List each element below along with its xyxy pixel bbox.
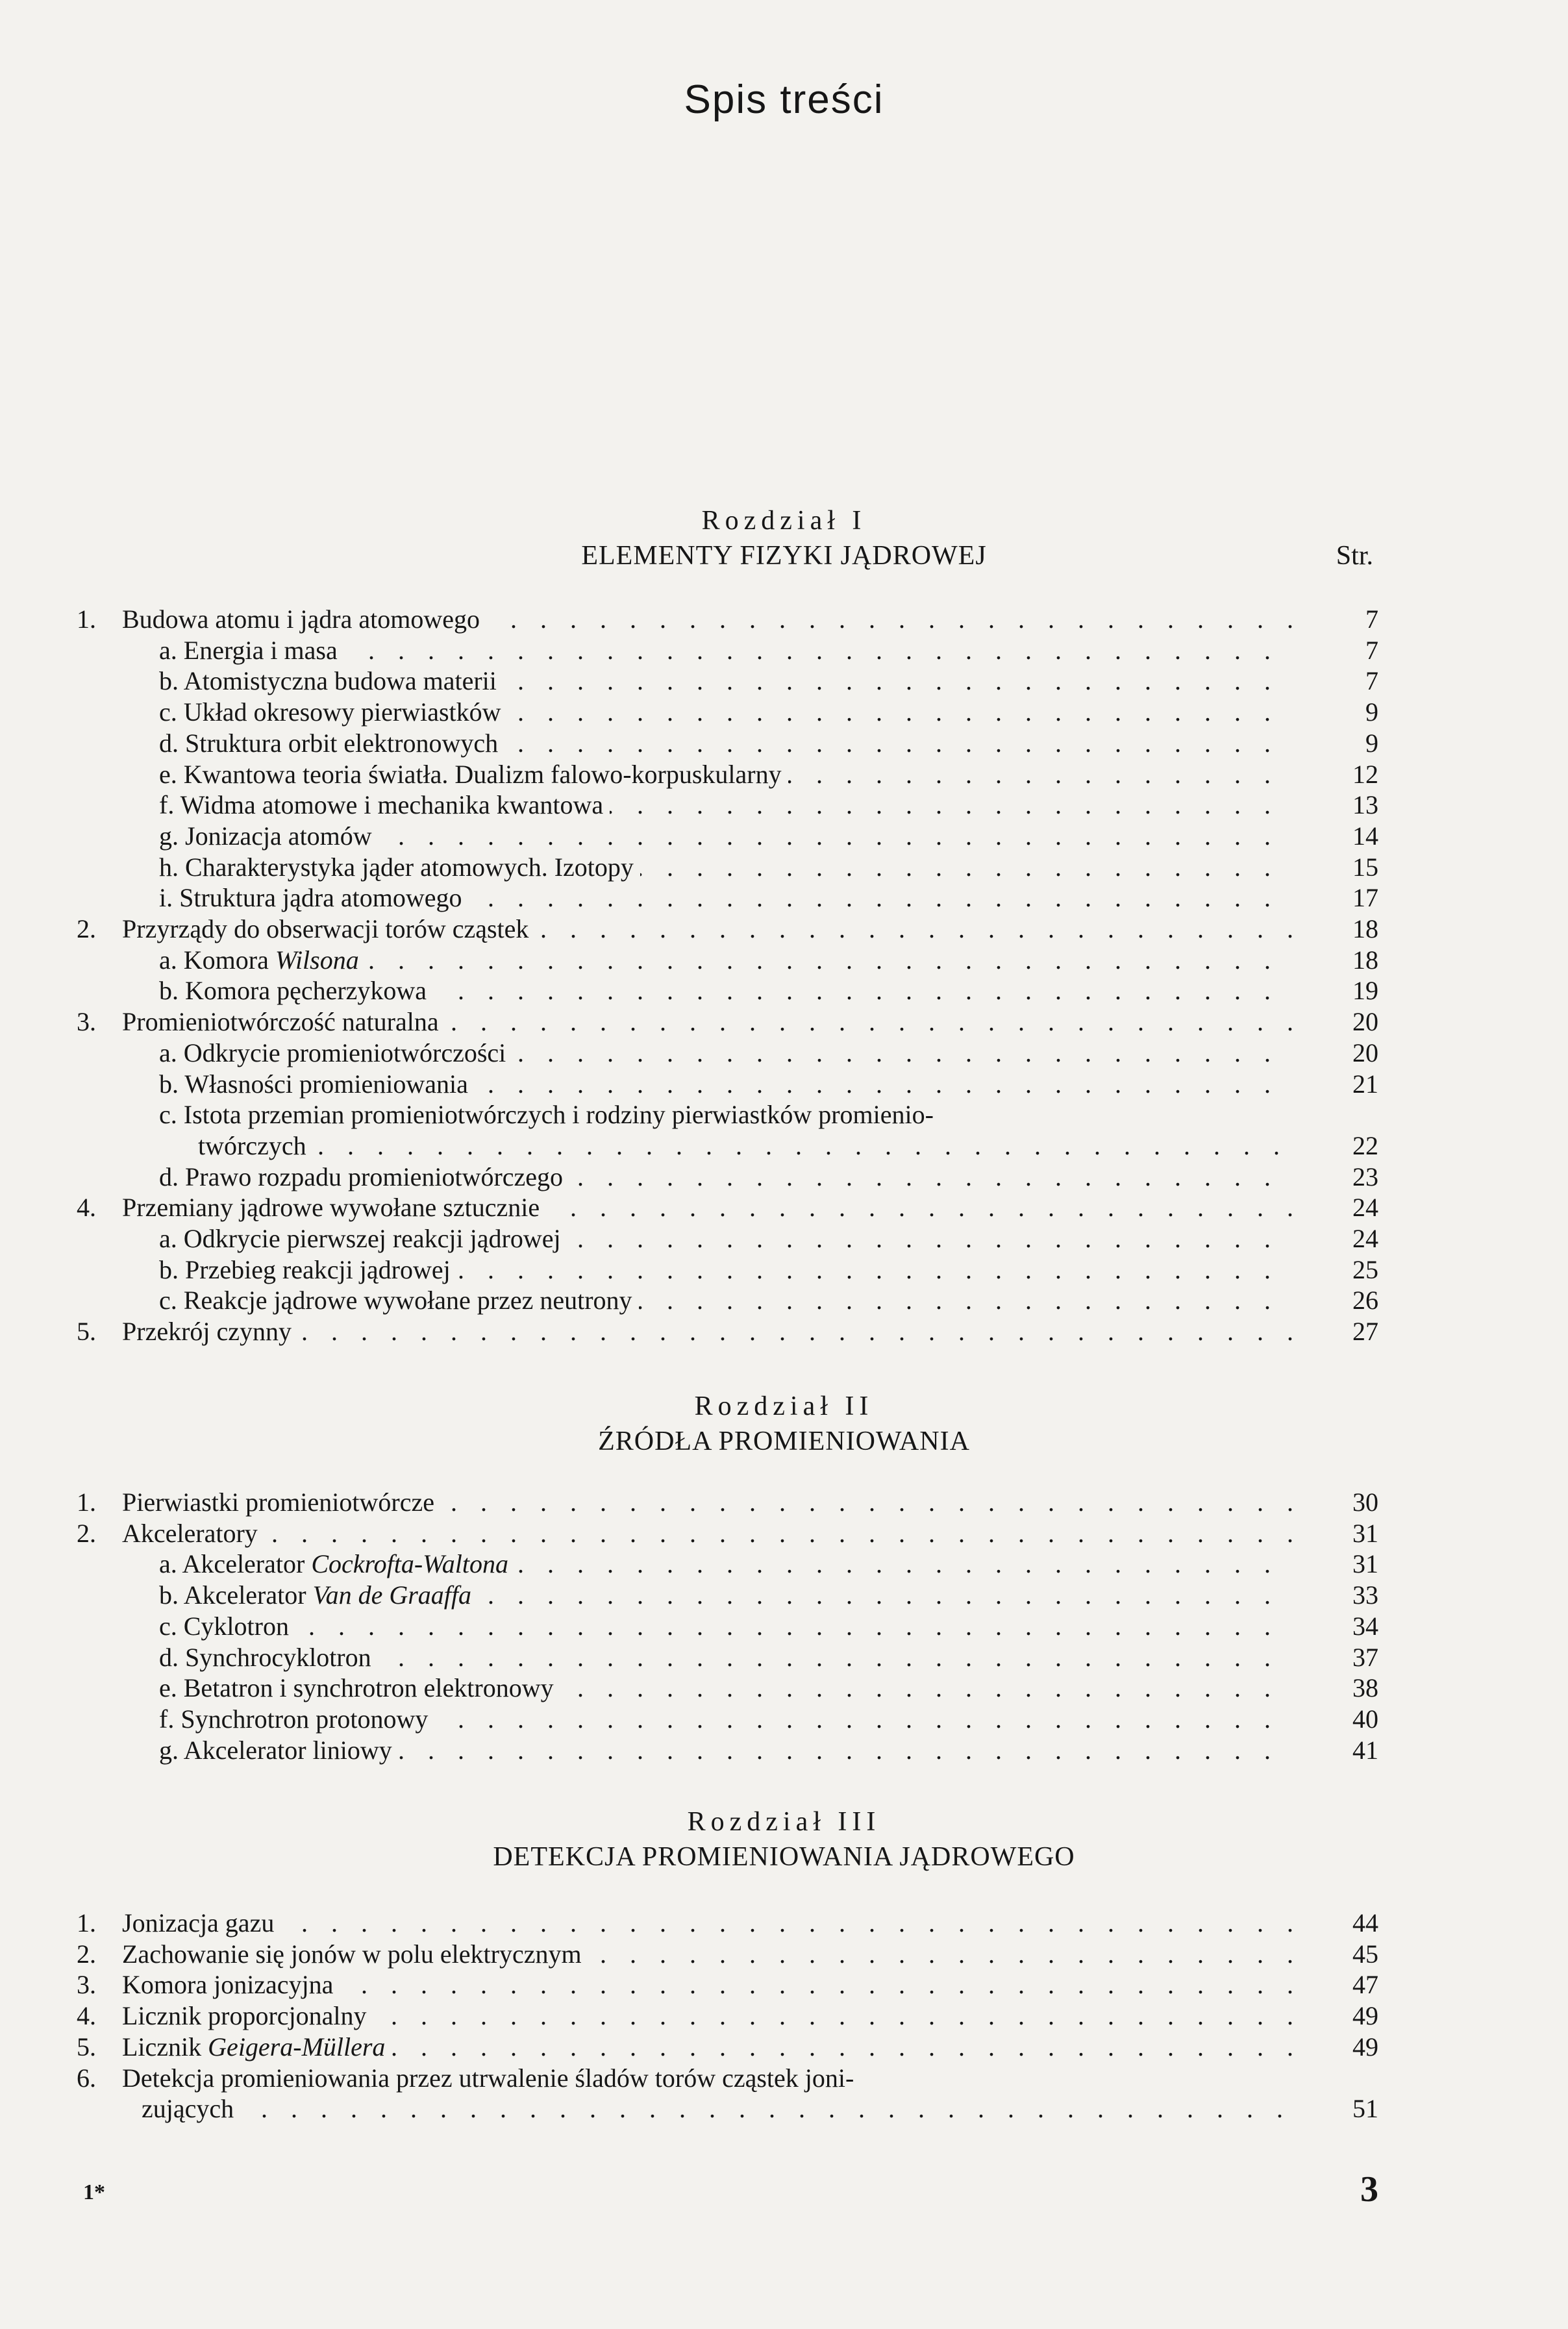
- entry-number: 3.: [77, 1970, 96, 2000]
- toc-entry: [0, 1316, 1568, 1347]
- entry-title: a. Akcelerator Cockrofta-Waltona . . .: [159, 1549, 1295, 1580]
- toc-entry: [0, 1192, 1568, 1223]
- entry-page: 14: [1352, 821, 1378, 851]
- entry-title: a. Odkrycie promieniotwórczości . . .: [159, 1038, 1295, 1069]
- toc-entry: [0, 1908, 1568, 1939]
- toc-entry: [0, 1099, 1568, 1130]
- entry-page: 7: [1365, 666, 1378, 696]
- entry-title: Jonizacja gazu . . .: [122, 1908, 1295, 1939]
- toc-entry: [0, 1285, 1568, 1316]
- entry-number: 4.: [77, 1193, 96, 1223]
- toc-entry: [0, 697, 1568, 728]
- entry-page: 38: [1352, 1673, 1378, 1703]
- entry-page: 24: [1352, 1193, 1378, 1223]
- page-number: 3: [1360, 2169, 1378, 2210]
- toc-entry: [0, 1518, 1568, 1549]
- entry-title: Zachowanie się jonów w polu elektrycznym . . .: [122, 1939, 1295, 1970]
- toc-entry: [0, 852, 1568, 883]
- signature-mark: 1*: [83, 2180, 105, 2204]
- entry-title: g. Akcelerator liniowy . . .: [159, 1735, 1295, 1766]
- entry-title: a. Energia i masa . . .: [159, 635, 1295, 666]
- entry-title: i. Struktura jądra atomowego . . .: [159, 882, 1295, 914]
- entry-title: b. Przebieg reakcji jądrowej . . .: [159, 1254, 1295, 1286]
- toc-entry: [0, 1038, 1568, 1069]
- entry-page: 12: [1352, 759, 1378, 789]
- entry-page: 41: [1352, 1735, 1378, 1765]
- entry-title: Pierwiastki promieniotwórcze . . .: [122, 1487, 1295, 1518]
- toc-entry: [0, 635, 1568, 666]
- entry-page: 40: [1352, 1704, 1378, 1734]
- entry-number: 5.: [77, 1317, 96, 1347]
- chapter-label: Rozdział I: [701, 506, 867, 536]
- toc-entry: [0, 790, 1568, 821]
- chapter-label: Rozdział II: [694, 1391, 874, 1421]
- entry-title: Akceleratory . . .: [122, 1518, 1295, 1549]
- toc-entry-continuation: [0, 1130, 1568, 1162]
- toc-entry: [0, 1673, 1568, 1704]
- chapter-title: ELEMENTY FIZYKI JĄDROWEJ: [581, 541, 987, 571]
- toc-entry: [0, 1549, 1568, 1580]
- entry-title: d. Synchrocyklotron . . .: [159, 1642, 1295, 1673]
- entry-page: 34: [1352, 1611, 1378, 1641]
- entry-title: f. Synchrotron protonowy . . .: [159, 1704, 1295, 1735]
- entry-page: 23: [1352, 1162, 1378, 1191]
- entry-page: 20: [1352, 1038, 1378, 1067]
- entry-number: 2.: [77, 1518, 96, 1548]
- toc-entry: [0, 666, 1568, 697]
- toc-entry: [0, 1611, 1568, 1642]
- entry-title: Przemiany jądrowe wywołane sztucznie . . .: [122, 1192, 1295, 1223]
- toc-entry: [0, 975, 1568, 1006]
- entry-number: 1.: [77, 1908, 96, 1937]
- entry-page: 9: [1365, 697, 1378, 727]
- chapter-title: DETEKCJA PROMIENIOWANIA JĄDROWEGO: [493, 1842, 1075, 1872]
- entry-title: e. Kwantowa teoria światła. Dualizm falowo-korpuskularny . . .: [159, 759, 1295, 790]
- toc-entry: [0, 1969, 1568, 2000]
- entry-page: 18: [1352, 914, 1378, 943]
- entry-number: 4.: [77, 2001, 96, 2031]
- entry-page: 21: [1352, 1069, 1378, 1099]
- toc-entry: [0, 1642, 1568, 1673]
- entry-title: Przyrządy do obserwacji torów cząstek . . .: [122, 914, 1295, 945]
- entry-title: Promieniotwórczość naturalna . . .: [122, 1006, 1295, 1038]
- toc-entry: [0, 1069, 1568, 1100]
- toc-entry-continuation: [0, 2093, 1568, 2124]
- entry-title: Licznik proporcjonalny . . .: [122, 2000, 1295, 2032]
- entry-page: 26: [1352, 1286, 1378, 1315]
- entry-page: 49: [1352, 2032, 1378, 2061]
- entry-page: 7: [1365, 635, 1378, 665]
- entry-title: b. Komora pęcherzykowa . . .: [159, 975, 1295, 1006]
- toc-entry: [0, 1735, 1568, 1766]
- entry-title: a. Odkrycie pierwszej reakcji jądrowej . . .: [159, 1223, 1295, 1254]
- entry-number: 5.: [77, 2032, 96, 2061]
- entry-title: c. Reakcje jądrowe wywołane przez neutrony . . .: [159, 1285, 1295, 1316]
- entry-title: Licznik Geigera-Müllera . . .: [122, 2032, 1295, 2063]
- page-title: Spis treści: [684, 77, 884, 122]
- entry-title: b. Własności promieniowania . . .: [159, 1069, 1295, 1100]
- entry-title: b. Akcelerator Van de Graaffa . . .: [159, 1580, 1295, 1611]
- entry-title: h. Charakterystyka jąder atomowych. Izotopy . . .: [159, 852, 1295, 883]
- toc-entry: [0, 914, 1568, 945]
- entry-title: d. Struktura orbit elektronowych . . .: [159, 728, 1295, 759]
- toc-entry: [0, 1487, 1568, 1518]
- entry-title: Detekcja promieniowania przez utrwalenie śladów torów cząstek joni-: [122, 2063, 854, 2093]
- chapter-label: Rozdział III: [687, 1807, 881, 1837]
- entry-page: 45: [1352, 1939, 1378, 1969]
- toc-entry: [0, 1939, 1568, 1970]
- entry-title: Komora jonizacyjna . . .: [122, 1969, 1295, 2000]
- toc-entry: [0, 1162, 1568, 1193]
- entry-number: 1.: [77, 604, 96, 634]
- toc-entry: [0, 2000, 1568, 2032]
- toc-entry: [0, 2032, 1568, 2063]
- entry-page: 13: [1352, 790, 1378, 820]
- chapter-title: ŹRÓDŁA PROMIENIOWANIA: [598, 1426, 970, 1456]
- entry-page: 47: [1352, 1970, 1378, 2000]
- entry-page: 9: [1365, 728, 1378, 758]
- entry-page: 15: [1352, 852, 1378, 882]
- entry-title-continuation: zujących . . .: [142, 2093, 1295, 2124]
- entry-page: 51: [1352, 2094, 1378, 2124]
- entry-title-continuation: twórczych . . .: [198, 1130, 1295, 1162]
- entry-title: e. Betatron i synchrotron elektronowy . . .: [159, 1673, 1295, 1704]
- entry-page: 31: [1352, 1518, 1378, 1548]
- entry-page: 44: [1352, 1908, 1378, 1937]
- entry-title: b. Atomistyczna budowa materii . . .: [159, 666, 1295, 697]
- entry-title: Budowa atomu i jądra atomowego . . .: [122, 604, 1295, 635]
- entry-number: 2.: [77, 914, 96, 943]
- entry-title: c. Cyklotron . . .: [159, 1611, 1295, 1642]
- entry-page: 17: [1352, 883, 1378, 913]
- entry-page: 49: [1352, 2001, 1378, 2031]
- entry-title: d. Prawo rozpadu promieniotwórczego . . .: [159, 1162, 1295, 1193]
- entry-page: 30: [1352, 1488, 1378, 1517]
- toc-entry: [0, 728, 1568, 759]
- toc-entry: [0, 1580, 1568, 1611]
- entry-number: 3.: [77, 1007, 96, 1037]
- entry-page: 27: [1352, 1317, 1378, 1347]
- toc-entry: [0, 1006, 1568, 1038]
- entry-number: 6.: [77, 2063, 96, 2093]
- entry-page: 31: [1352, 1549, 1378, 1579]
- entry-title: f. Widma atomowe i mechanika kwantowa . . .: [159, 790, 1295, 821]
- entry-page: 20: [1352, 1007, 1378, 1037]
- entry-page: 33: [1352, 1580, 1378, 1610]
- entry-title: g. Jonizacja atomów . . .: [159, 821, 1295, 852]
- entry-title: a. Komora Wilsona . . .: [159, 945, 1295, 976]
- entry-page: 19: [1352, 976, 1378, 1006]
- entry-page: 7: [1365, 604, 1378, 634]
- entry-page: 22: [1352, 1130, 1378, 1160]
- toc-entry: [0, 1254, 1568, 1286]
- toc-entry: [0, 759, 1568, 790]
- toc-entry: [0, 2063, 1568, 2094]
- entry-title: Przekrój czynny . . .: [122, 1316, 1295, 1347]
- entry-page: 37: [1352, 1642, 1378, 1672]
- toc-entry: [0, 945, 1568, 976]
- toc-entry: [0, 882, 1568, 914]
- toc-entry: [0, 821, 1568, 852]
- entry-title: c. Istota przemian promieniotwórczych i rodziny pierwiastków promienio-: [159, 1100, 934, 1130]
- toc-entry: [0, 1223, 1568, 1254]
- entry-number: 1.: [77, 1488, 96, 1517]
- toc-entry: [0, 604, 1568, 635]
- entry-number: 2.: [77, 1939, 96, 1969]
- entry-page: 18: [1352, 945, 1378, 975]
- entry-title: c. Układ okresowy pierwiastków . . .: [159, 697, 1295, 728]
- toc-entry: [0, 1704, 1568, 1735]
- page-column-label: Str.: [1336, 541, 1373, 571]
- entry-page: 24: [1352, 1224, 1378, 1253]
- entry-page: 25: [1352, 1254, 1378, 1284]
